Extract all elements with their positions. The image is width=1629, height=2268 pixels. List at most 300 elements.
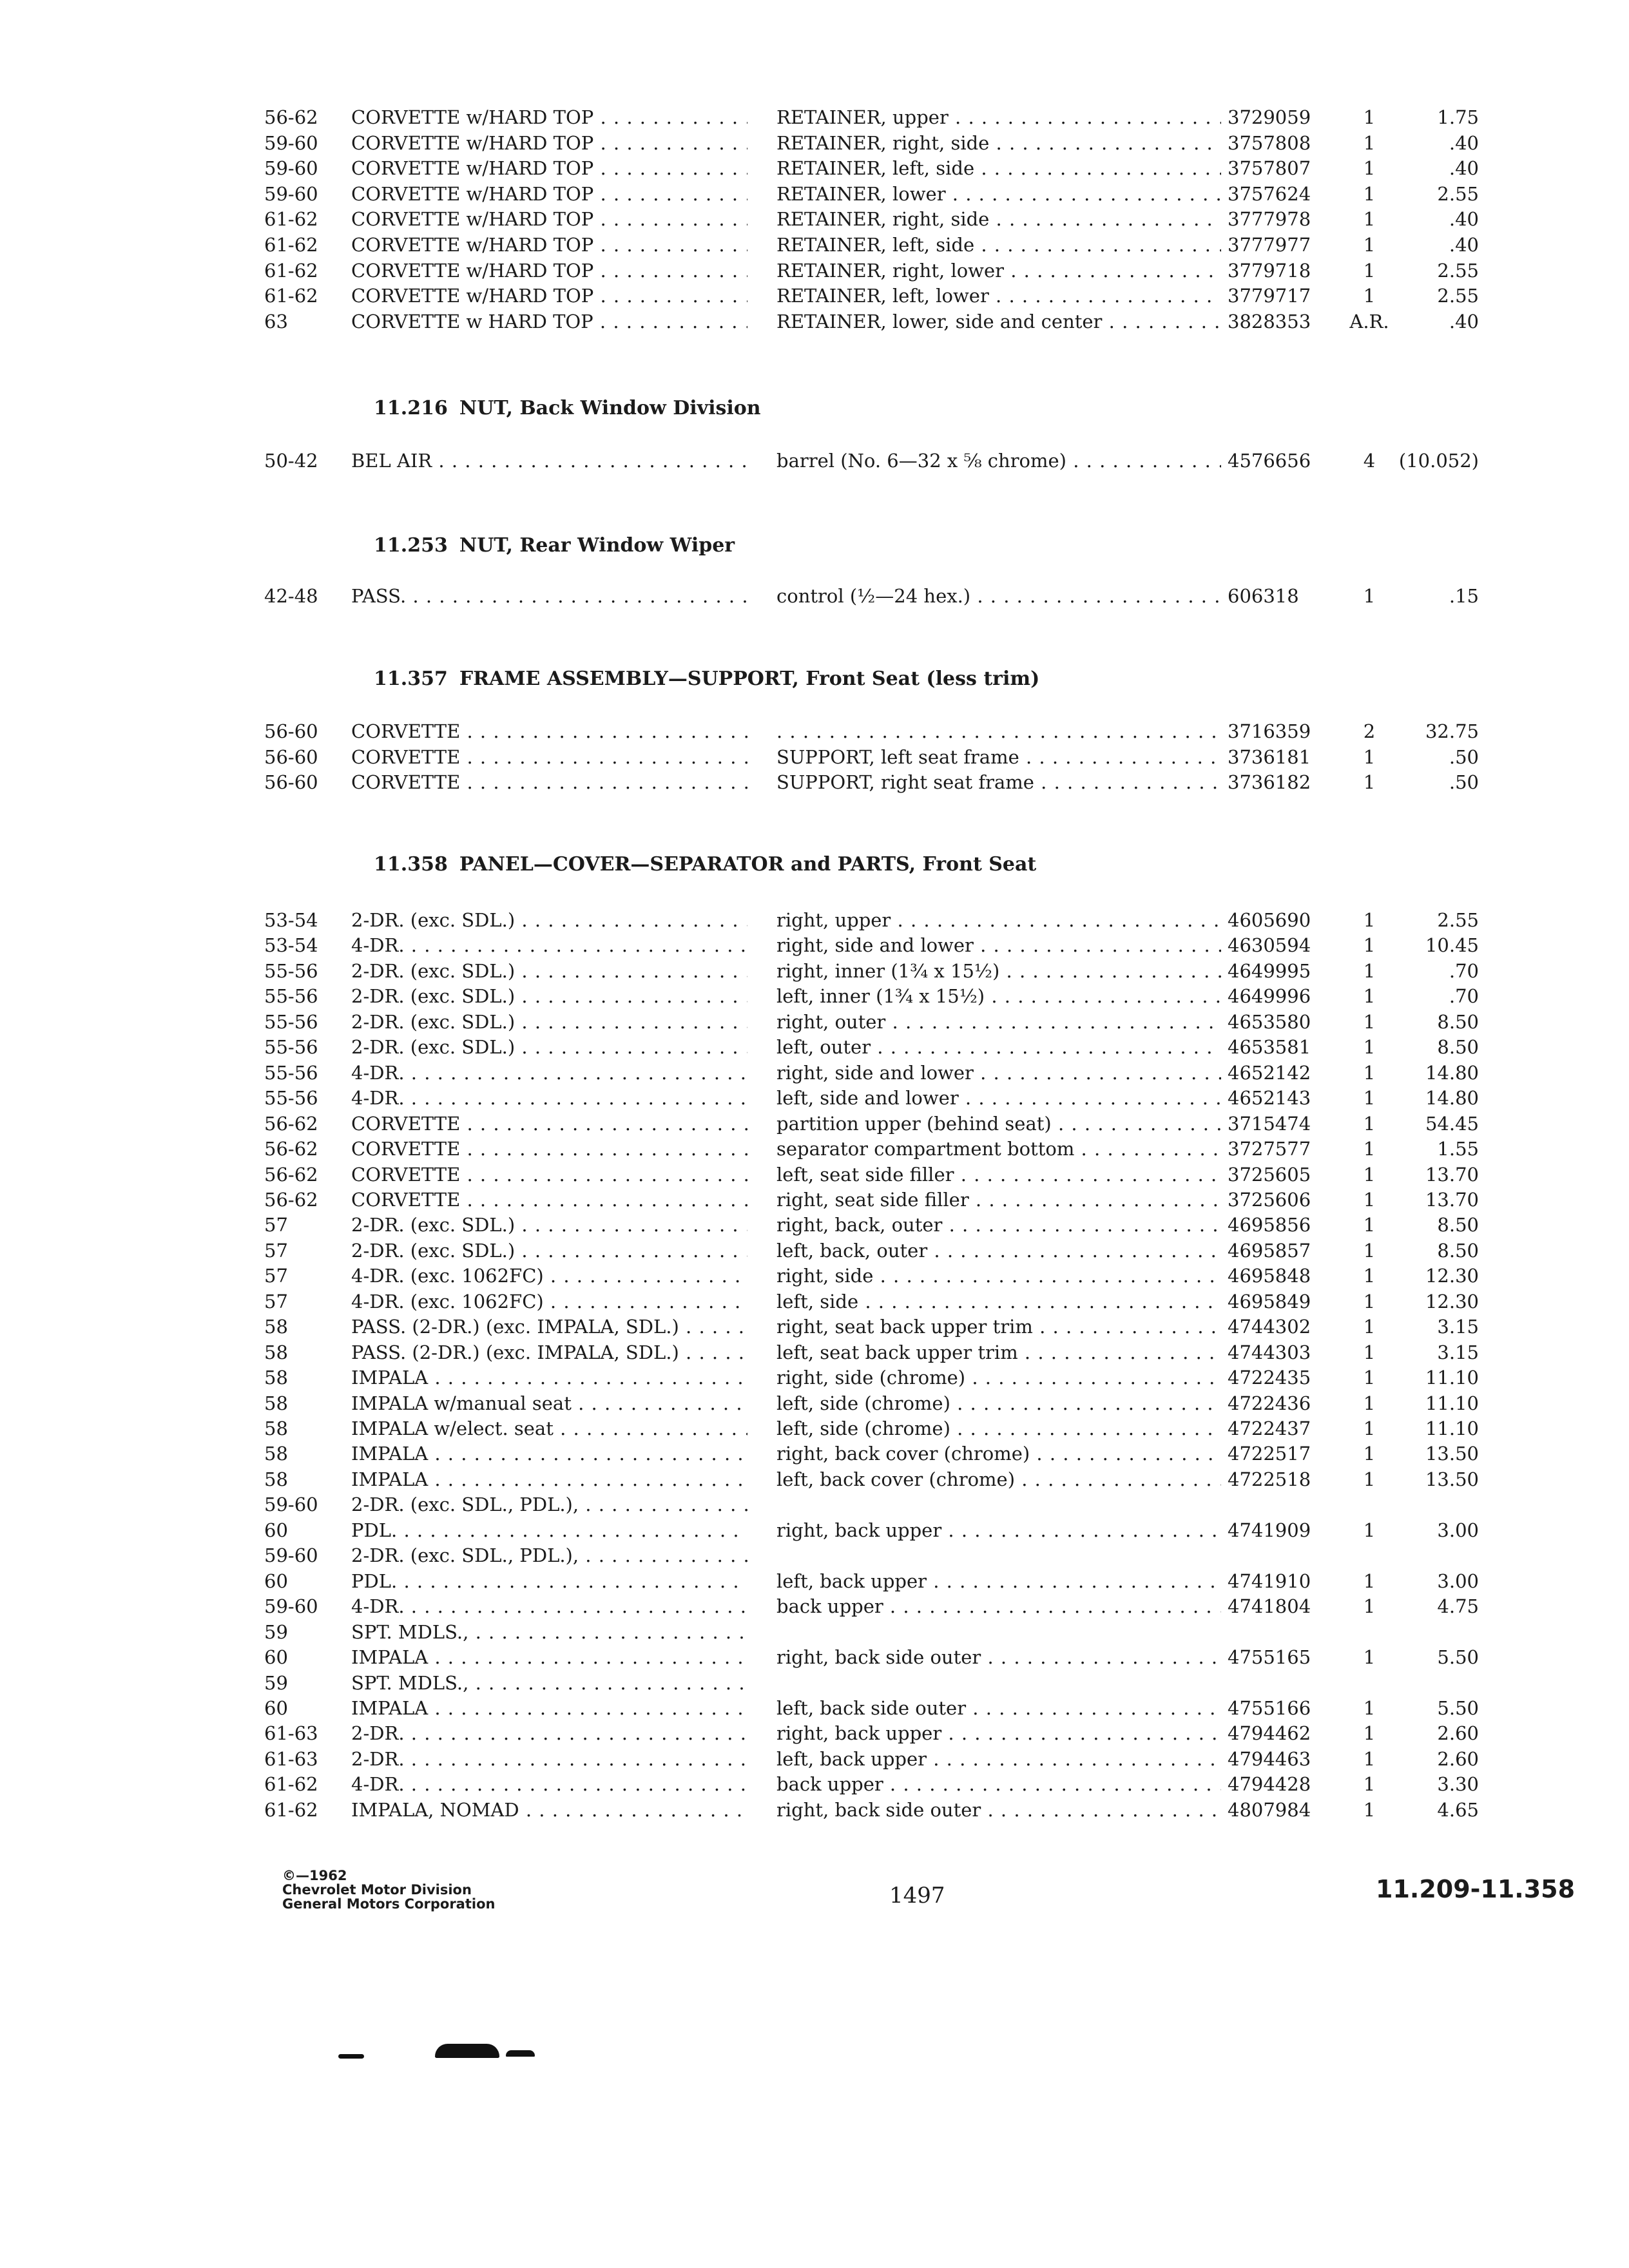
part-row [0, 448, 1629, 474]
price: .40 [1449, 157, 1479, 179]
part-description: back upper . . . [776, 1593, 1221, 1619]
quantity: 1 [1363, 183, 1376, 205]
part-row [0, 309, 1629, 334]
price: .40 [1449, 234, 1479, 256]
quantity: 1 [1363, 1367, 1376, 1389]
model-name: 4-DR. (exc. 1062FC) . . . [351, 1289, 747, 1314]
part-number: 4741804 [1228, 1595, 1311, 1617]
model-name: CORVETTE w/HARD TOP . . . [351, 232, 747, 258]
model-name: IMPALA w/manual seat . . . [351, 1390, 747, 1416]
part-row [0, 1365, 1629, 1390]
part-description: left, back upper . . . [776, 1746, 1221, 1772]
model-year: 58 [264, 1392, 288, 1414]
price: (10.052) [1398, 450, 1479, 472]
part-row [0, 718, 1629, 744]
section-title: NUT, Back Window Division [459, 397, 761, 419]
quantity: 1 [1363, 1113, 1376, 1135]
part-number: 4653580 [1228, 1011, 1311, 1033]
part-row [0, 1238, 1629, 1264]
division-line: Chevrolet Motor Division [282, 1882, 472, 1898]
part-row [0, 1390, 1629, 1416]
part-number: 4744303 [1228, 1341, 1311, 1363]
part-description: left, back, outer . . . [776, 1238, 1221, 1264]
part-row [0, 206, 1629, 232]
model-year: 53-54 [264, 909, 318, 931]
part-number: 4741910 [1228, 1570, 1311, 1592]
part-row [0, 1441, 1629, 1466]
model-name: IMPALA . . . [351, 1441, 747, 1466]
part-number: 4576656 [1228, 450, 1311, 472]
part-description: left, back side outer . . . [776, 1695, 1221, 1721]
part-description: RETAINER, right, side . . . [776, 206, 1221, 232]
model-name: BEL AIR . . . [351, 448, 747, 474]
part-description: right, side and lower . . . [776, 932, 1221, 958]
ink-blot [338, 2054, 364, 2059]
model-name: CORVETTE . . . [351, 769, 747, 795]
page-number: 1497 [889, 1883, 945, 1908]
part-number: 3777977 [1228, 234, 1311, 256]
part-description: RETAINER, lower . . . [776, 181, 1221, 207]
price: .40 [1449, 132, 1479, 154]
part-row [0, 1517, 1629, 1543]
part-number: 3725606 [1228, 1189, 1311, 1211]
part-row [0, 1034, 1629, 1060]
part-number: 4630594 [1228, 934, 1311, 956]
part-number: 4794428 [1228, 1773, 1311, 1795]
section-title: NUT, Rear Window Wiper [459, 534, 735, 557]
price: .40 [1449, 208, 1479, 230]
part-row [0, 1136, 1629, 1162]
part-row [0, 283, 1629, 309]
part-description: right, seat back upper trim . . . [776, 1314, 1221, 1340]
part-description: RETAINER, upper . . . [776, 104, 1221, 130]
part-description: right, back cover (chrome) . . . [776, 1441, 1221, 1466]
part-row [0, 1568, 1629, 1594]
model-year: 63 [264, 311, 288, 332]
quantity: 1 [1363, 1189, 1376, 1211]
price: 13.50 [1425, 1468, 1479, 1490]
section-heading [374, 394, 761, 423]
quantity: 1 [1363, 1418, 1376, 1439]
price: 13.70 [1425, 1164, 1479, 1186]
part-row [0, 1340, 1629, 1365]
price: 14.80 [1425, 1062, 1479, 1084]
part-row [0, 1060, 1629, 1086]
part-number: 3736181 [1228, 746, 1311, 768]
ink-blot [506, 2050, 535, 2057]
quantity: 1 [1363, 1341, 1376, 1363]
model-year: 61-62 [264, 1799, 318, 1821]
quantity: 1 [1363, 1062, 1376, 1084]
quantity: 1 [1363, 1164, 1376, 1186]
model-year: 42-48 [264, 585, 318, 607]
quantity: 1 [1363, 960, 1376, 982]
price: .50 [1449, 771, 1479, 793]
model-name: 4-DR. . . . [351, 1085, 747, 1111]
part-row [0, 1314, 1629, 1340]
price: 2.55 [1437, 909, 1479, 931]
price: 10.45 [1425, 934, 1479, 956]
model-name: 4-DR. (exc. 1062FC) . . . [351, 1263, 747, 1289]
model-year: 59 [264, 1672, 288, 1694]
model-year: 55-56 [264, 985, 318, 1007]
price: 8.50 [1437, 1011, 1479, 1033]
model-year: 58 [264, 1468, 288, 1490]
price: 2.60 [1437, 1722, 1479, 1744]
section-number: 11.216 [374, 397, 448, 419]
price: 11.10 [1425, 1418, 1479, 1439]
part-description: left, side (chrome) . . . [776, 1390, 1221, 1416]
quantity: 1 [1363, 1595, 1376, 1617]
part-number: 3757808 [1228, 132, 1311, 154]
section-heading [374, 850, 1036, 879]
part-description: left, seat side filler . . . [776, 1162, 1221, 1187]
part-row [0, 983, 1629, 1009]
model-year: 61-62 [264, 234, 318, 256]
model-year: 55-56 [264, 1011, 318, 1033]
price: 13.70 [1425, 1189, 1479, 1211]
part-number: 4653581 [1228, 1036, 1311, 1058]
part-row [0, 907, 1629, 933]
quantity: 1 [1363, 746, 1376, 768]
part-description: right, side (chrome) . . . [776, 1365, 1221, 1390]
part-row [0, 1111, 1629, 1137]
part-number: 4722518 [1228, 1468, 1311, 1490]
part-number: 4744302 [1228, 1316, 1311, 1338]
quantity: 1 [1363, 985, 1376, 1007]
model-year: 57 [264, 1240, 288, 1262]
quantity: 1 [1363, 1443, 1376, 1465]
part-description: RETAINER, left, side . . . [776, 155, 1221, 181]
part-number: 3757807 [1228, 157, 1311, 179]
model-year: 56-62 [264, 1164, 318, 1186]
model-name: 2-DR. (exc. SDL.) . . . [351, 958, 747, 984]
copyright-line: ©—1962 [282, 1868, 347, 1883]
part-description: left, back cover (chrome) . . . [776, 1466, 1221, 1492]
part-row [0, 769, 1629, 795]
part-number: 3716359 [1228, 720, 1311, 742]
part-row [0, 1162, 1629, 1187]
quantity: 1 [1363, 1519, 1376, 1541]
part-number: 4741909 [1228, 1519, 1311, 1541]
model-name: CORVETTE . . . [351, 1136, 747, 1162]
part-description: left, outer . . . [776, 1034, 1221, 1060]
group-range: 11.209-11.358 [1376, 1875, 1576, 1903]
part-row [0, 1720, 1629, 1746]
part-number: 4649995 [1228, 960, 1311, 982]
part-number: 3736182 [1228, 771, 1311, 793]
quantity: 1 [1363, 234, 1376, 256]
part-row [0, 1797, 1629, 1823]
quantity: 1 [1363, 1646, 1376, 1668]
part-row [0, 1289, 1629, 1314]
part-description: right, side and lower . . . [776, 1060, 1221, 1086]
quantity: 1 [1363, 260, 1376, 282]
quantity: 1 [1363, 771, 1376, 793]
model-year: 58 [264, 1443, 288, 1465]
price: 12.30 [1425, 1265, 1479, 1287]
model-year: 57 [264, 1265, 288, 1287]
part-description: left, seat back upper trim . . . [776, 1340, 1221, 1365]
price: 8.50 [1437, 1036, 1479, 1058]
part-number: 4722436 [1228, 1392, 1311, 1414]
model-name: IMPALA . . . [351, 1695, 747, 1721]
quantity: 1 [1363, 208, 1376, 230]
model-name: CORVETTE . . . [351, 1162, 747, 1187]
part-row [0, 181, 1629, 207]
model-year: 60 [264, 1519, 288, 1541]
part-row [0, 932, 1629, 958]
part-number: 3779717 [1228, 285, 1311, 307]
part-description: right, outer . . . [776, 1009, 1221, 1035]
section-title: FRAME ASSEMBLY—SUPPORT, Front Seat (less trim) [459, 668, 1040, 690]
model-name: IMPALA . . . [351, 1365, 747, 1390]
part-row [0, 583, 1629, 609]
price: 3.00 [1437, 1570, 1479, 1592]
model-name: CORVETTE w HARD TOP . . . [351, 309, 747, 334]
quantity: 1 [1363, 1570, 1376, 1592]
price: .40 [1449, 311, 1479, 332]
part-description: left, inner (1¾ x 15½) . . . [776, 983, 1221, 1009]
quantity: 1 [1363, 1138, 1376, 1160]
part-description: right, seat side filler . . . [776, 1187, 1221, 1213]
model-name: 4-DR. . . . [351, 1771, 747, 1797]
part-row [0, 1416, 1629, 1441]
model-year: 61-62 [264, 260, 318, 282]
part-description: back upper . . . [776, 1771, 1221, 1797]
part-description: RETAINER, right, side . . . [776, 130, 1221, 156]
model-name: 4-DR. . . . [351, 1060, 747, 1086]
model-year: 59-60 [264, 1494, 318, 1515]
model-year: 56-60 [264, 746, 318, 768]
part-number: 4722435 [1228, 1367, 1311, 1389]
price: 2.60 [1437, 1748, 1479, 1770]
model-name: CORVETTE w/HARD TOP . . . [351, 155, 747, 181]
quantity: 1 [1363, 1036, 1376, 1058]
part-row [0, 1644, 1629, 1670]
part-row [0, 1263, 1629, 1289]
quantity: 1 [1363, 585, 1376, 607]
price: 14.80 [1425, 1087, 1479, 1109]
price: 5.50 [1437, 1646, 1479, 1668]
model-year: 58 [264, 1341, 288, 1363]
model-name: PASS. (2-DR.) (exc. IMPALA, SDL.) . . . [351, 1314, 747, 1340]
part-row [0, 1670, 1629, 1696]
model-year: 55-56 [264, 1087, 318, 1109]
section-heading [374, 665, 1039, 693]
part-number: 4695856 [1228, 1214, 1311, 1236]
model-name: 2-DR. (exc. SDL., PDL.), . . . [351, 1542, 747, 1568]
part-description: control (½—24 hex.) . . . [776, 583, 1221, 609]
model-name: 2-DR. (exc. SDL.) . . . [351, 907, 747, 933]
quantity: 1 [1363, 1468, 1376, 1490]
price: 3.15 [1437, 1341, 1479, 1363]
part-row [0, 1593, 1629, 1619]
part-number: 3777978 [1228, 208, 1311, 230]
part-number: 4649996 [1228, 985, 1311, 1007]
model-year: 60 [264, 1697, 288, 1719]
price: 1.75 [1437, 106, 1479, 128]
model-year: 56-60 [264, 771, 318, 793]
price: 54.45 [1425, 1113, 1479, 1135]
price: 3.15 [1437, 1316, 1479, 1338]
model-year: 59-60 [264, 1544, 318, 1566]
model-name: 2-DR. (exc. SDL., PDL.), . . . [351, 1492, 747, 1517]
model-name: PDL. . . . [351, 1517, 747, 1543]
model-name: IMPALA, NOMAD . . . [351, 1797, 747, 1823]
quantity: 1 [1363, 1087, 1376, 1109]
quantity: 1 [1363, 1722, 1376, 1744]
part-number: 4695848 [1228, 1265, 1311, 1287]
quantity: 1 [1363, 1214, 1376, 1236]
quantity: 1 [1363, 1697, 1376, 1719]
model-name: IMPALA . . . [351, 1466, 747, 1492]
model-year: 61-62 [264, 1773, 318, 1795]
part-number: 606318 [1228, 585, 1299, 607]
model-name: CORVETTE w/HARD TOP . . . [351, 283, 747, 309]
price: .70 [1449, 960, 1479, 982]
model-name: 2-DR. (exc. SDL.) . . . [351, 1009, 747, 1035]
part-number: 4605690 [1228, 909, 1311, 931]
quantity: 1 [1363, 1748, 1376, 1770]
quantity: 1 [1363, 285, 1376, 307]
model-name: 2-DR. (exc. SDL.) . . . [351, 1238, 747, 1264]
model-name: PASS. (2-DR.) (exc. IMPALA, SDL.) . . . [351, 1340, 747, 1365]
part-row [0, 130, 1629, 156]
model-year: 59-60 [264, 1595, 318, 1617]
corporation-line: General Motors Corporation [282, 1896, 496, 1912]
part-description: SUPPORT, right seat frame . . . [776, 769, 1221, 795]
quantity: 1 [1363, 132, 1376, 154]
part-number: 4807984 [1228, 1799, 1311, 1821]
part-number: 3779718 [1228, 260, 1311, 282]
quantity: 1 [1363, 1265, 1376, 1287]
part-description: left, side . . . [776, 1289, 1221, 1314]
part-row [0, 1187, 1629, 1213]
part-description: RETAINER, lower, side and center . . . [776, 309, 1221, 334]
model-year: 50-42 [264, 450, 318, 472]
model-name: 2-DR. . . . [351, 1746, 747, 1772]
model-year: 61-62 [264, 208, 318, 230]
model-year: 56-62 [264, 1138, 318, 1160]
part-row [0, 1085, 1629, 1111]
part-row [0, 1009, 1629, 1035]
price: 2.55 [1437, 183, 1479, 205]
quantity: 2 [1363, 720, 1376, 742]
price: .70 [1449, 985, 1479, 1007]
part-number: 4794462 [1228, 1722, 1311, 1744]
quantity: 1 [1363, 1773, 1376, 1795]
price: 11.10 [1425, 1392, 1479, 1414]
model-year: 56-62 [264, 1189, 318, 1211]
model-name: CORVETTE w/HARD TOP . . . [351, 130, 747, 156]
section-number: 11.357 [374, 668, 448, 690]
price: 1.55 [1437, 1138, 1479, 1160]
model-name: 2-DR. . . . [351, 1720, 747, 1746]
model-year: 57 [264, 1291, 288, 1312]
part-row [0, 958, 1629, 984]
model-year: 55-56 [264, 1036, 318, 1058]
model-name: CORVETTE w/HARD TOP . . . [351, 181, 747, 207]
part-description: SUPPORT, left seat frame . . . [776, 744, 1221, 770]
model-name: IMPALA w/elect. seat . . . [351, 1416, 747, 1441]
part-number: 3725605 [1228, 1164, 1311, 1186]
quantity: 1 [1363, 1316, 1376, 1338]
model-name: SPT. MDLS., . . . [351, 1670, 747, 1696]
quantity: 1 [1363, 106, 1376, 128]
price: 8.50 [1437, 1214, 1479, 1236]
price: 3.00 [1437, 1519, 1479, 1541]
model-year: 61-63 [264, 1748, 318, 1770]
model-year: 58 [264, 1367, 288, 1389]
price: 4.65 [1437, 1799, 1479, 1821]
part-description: right, side . . . [776, 1263, 1221, 1289]
quantity: 1 [1363, 1291, 1376, 1312]
price: 3.30 [1437, 1773, 1479, 1795]
price: 12.30 [1425, 1291, 1479, 1312]
price: .50 [1449, 746, 1479, 768]
section-heading [374, 532, 735, 560]
model-year: 60 [264, 1646, 288, 1668]
quantity: 1 [1363, 909, 1376, 931]
model-year: 58 [264, 1418, 288, 1439]
part-row [0, 1619, 1629, 1645]
model-name: PDL. . . . [351, 1568, 747, 1594]
part-description: right, back upper . . . [776, 1517, 1221, 1543]
ink-blot [435, 2044, 499, 2058]
part-description: barrel (No. 6—32 x ⅝ chrome) . . . [776, 448, 1221, 474]
model-name: 2-DR. (exc. SDL.) . . . [351, 1212, 747, 1238]
model-year: 56-62 [264, 106, 318, 128]
part-number: 3729059 [1228, 106, 1311, 128]
part-description: RETAINER, right, lower . . . [776, 258, 1221, 284]
price: 5.50 [1437, 1697, 1479, 1719]
model-name: CORVETTE . . . [351, 1111, 747, 1137]
price: .15 [1449, 585, 1479, 607]
part-description: RETAINER, left, side . . . [776, 232, 1221, 258]
part-number: 3828353 [1228, 311, 1311, 332]
part-number: 4695849 [1228, 1291, 1311, 1312]
quantity: A.R. [1349, 311, 1389, 332]
part-number: 3715474 [1228, 1113, 1311, 1135]
price: 13.50 [1425, 1443, 1479, 1465]
part-row [0, 232, 1629, 258]
model-name: CORVETTE w/HARD TOP . . . [351, 104, 747, 130]
part-row [0, 1746, 1629, 1772]
part-description: left, side (chrome) . . . [776, 1416, 1221, 1441]
model-year: 57 [264, 1214, 288, 1236]
part-description: partition upper (behind seat) . . . [776, 1111, 1221, 1137]
quantity: 1 [1363, 1011, 1376, 1033]
part-number: 3757624 [1228, 183, 1311, 205]
part-row [0, 155, 1629, 181]
part-number: 4652143 [1228, 1087, 1311, 1109]
model-name: 4-DR. . . . [351, 932, 747, 958]
model-name: IMPALA . . . [351, 1644, 747, 1670]
model-year: 61-63 [264, 1722, 318, 1744]
model-year: 56-62 [264, 1113, 318, 1135]
model-name: 2-DR. (exc. SDL.) . . . [351, 983, 747, 1009]
part-number: 4722437 [1228, 1418, 1311, 1439]
quantity: 4 [1363, 450, 1376, 472]
price: 11.10 [1425, 1367, 1479, 1389]
model-year: 59 [264, 1621, 288, 1643]
part-number: 4794463 [1228, 1748, 1311, 1770]
model-year: 56-60 [264, 720, 318, 742]
part-description: left, side and lower . . . [776, 1085, 1221, 1111]
part-number: 4652142 [1228, 1062, 1311, 1084]
model-name: 2-DR. (exc. SDL.) . . . [351, 1034, 747, 1060]
